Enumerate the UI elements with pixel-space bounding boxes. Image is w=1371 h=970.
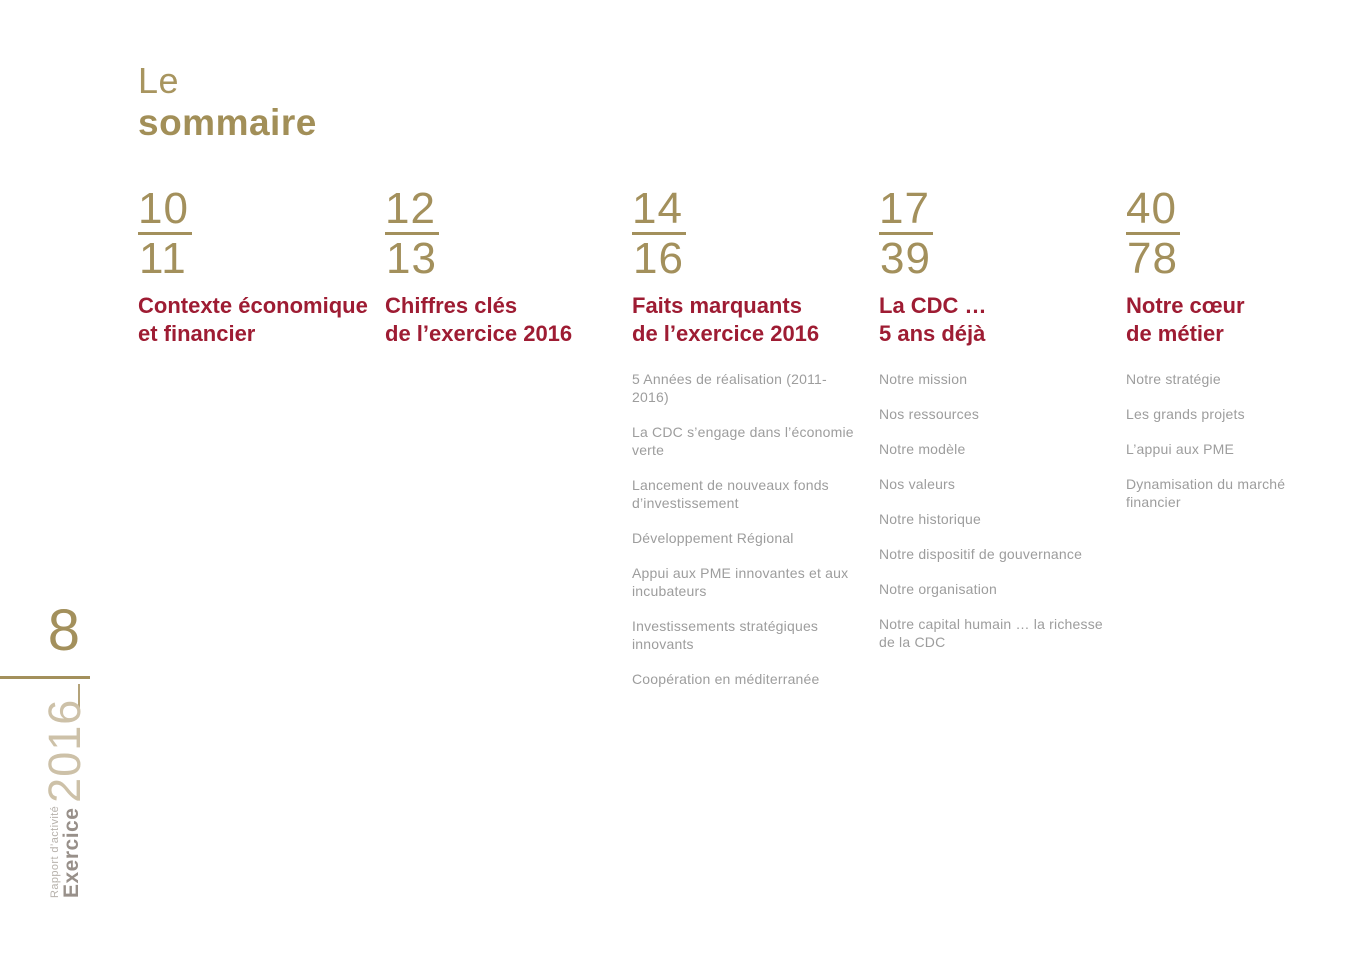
section-title-line2: de l’exercice 2016 <box>385 321 573 346</box>
page-number-from: 17 <box>879 188 933 235</box>
brand-year-label: 2016 <box>39 698 90 803</box>
toc-columns <box>138 184 1371 705</box>
toc-column-chiffres <box>385 184 632 705</box>
toc-subitem: Notre modèle <box>879 441 966 457</box>
section-title-line1: Notre cœur <box>1126 293 1245 318</box>
section-title-line2: de l’exercice 2016 <box>632 321 820 346</box>
toc-subitem: Investissements stratégiques innovants <box>632 618 819 652</box>
page-number-from: 40 <box>1126 188 1180 235</box>
toc-subitem: Appui aux PME innovantes et aux incubateurs <box>632 565 849 599</box>
toc-subitem: Coopération en méditerranée <box>632 671 820 687</box>
toc-subitem: Dynamisation du marché financier <box>1126 476 1286 510</box>
brand-report-label: Rapport d’activité <box>49 805 61 898</box>
page-number-from: 14 <box>632 188 686 235</box>
section-title-line2: de métier <box>1126 321 1224 346</box>
toc-subitem: Notre organisation <box>879 581 997 597</box>
page-range <box>385 184 632 283</box>
section-title <box>138 292 385 348</box>
toc-subitem: Les grands projets <box>1126 406 1245 422</box>
page-range <box>632 184 879 283</box>
toc-column-faits <box>632 184 879 705</box>
page-title <box>138 60 317 144</box>
toc-subitem: La CDC s’engage dans l’économie verte <box>632 424 854 458</box>
section-title <box>1126 292 1371 348</box>
section-title <box>632 292 879 348</box>
section-title-line2: 5 ans déjà <box>879 321 986 346</box>
page-number-to: 39 <box>880 234 931 283</box>
section-item-list <box>879 370 1126 651</box>
toc-column-cdc-5ans <box>879 184 1126 705</box>
toc-subitem: Notre historique <box>879 511 982 527</box>
page-number-from: 12 <box>385 188 439 235</box>
section-title <box>879 292 1126 348</box>
page-title-sommaire: sommaire <box>138 102 317 143</box>
vertical-brand-stack <box>49 806 83 898</box>
section-item-list <box>1126 370 1371 511</box>
toc-subitem: Nos valeurs <box>879 476 956 492</box>
toc-subitem: Notre capital humain … la richesse de la CDC <box>879 616 1103 650</box>
page-number-from: 10 <box>138 188 192 235</box>
section-title-line1: Contexte économique <box>138 293 368 318</box>
toc-subitem: 5 Années de réalisation (2011-2016) <box>632 371 827 405</box>
toc-column-coeur-metier <box>1126 184 1371 705</box>
section-title <box>385 292 632 348</box>
folio-page-number: 8 <box>47 598 80 663</box>
section-item-list <box>632 370 879 688</box>
toc-subitem: Notre stratégie <box>1126 371 1221 387</box>
toc-column-contexte <box>138 184 385 705</box>
page-title-le: Le <box>138 60 180 101</box>
page-range <box>879 184 1126 283</box>
toc-subitem: Développement Régional <box>632 530 794 546</box>
page-number-to: 78 <box>1127 234 1178 283</box>
toc-subitem: Nos ressources <box>879 406 980 422</box>
section-title-line1: Chiffres clés <box>385 293 518 318</box>
toc-subitem: Notre mission <box>879 371 968 387</box>
toc-subitem: L’appui aux PME <box>1126 441 1235 457</box>
toc-subitem: Lancement de nouveaux fonds d’investissement <box>632 477 829 511</box>
vertical-brand <box>39 686 90 898</box>
section-title-line1: Faits marquants <box>632 293 802 318</box>
page-number-to: 13 <box>386 234 437 283</box>
toc-subitem: Notre dispositif de gouvernance <box>879 546 1083 562</box>
section-title-line1: La CDC … <box>879 293 987 318</box>
page-number-to: 16 <box>633 234 684 283</box>
page-range <box>138 184 385 283</box>
folio-horizontal-rule <box>0 676 90 679</box>
page-number-to: 11 <box>139 234 187 283</box>
brand-exercice-label: Exercice <box>60 807 83 898</box>
page-range <box>1126 184 1371 283</box>
section-title-line2: et financier <box>138 321 256 346</box>
